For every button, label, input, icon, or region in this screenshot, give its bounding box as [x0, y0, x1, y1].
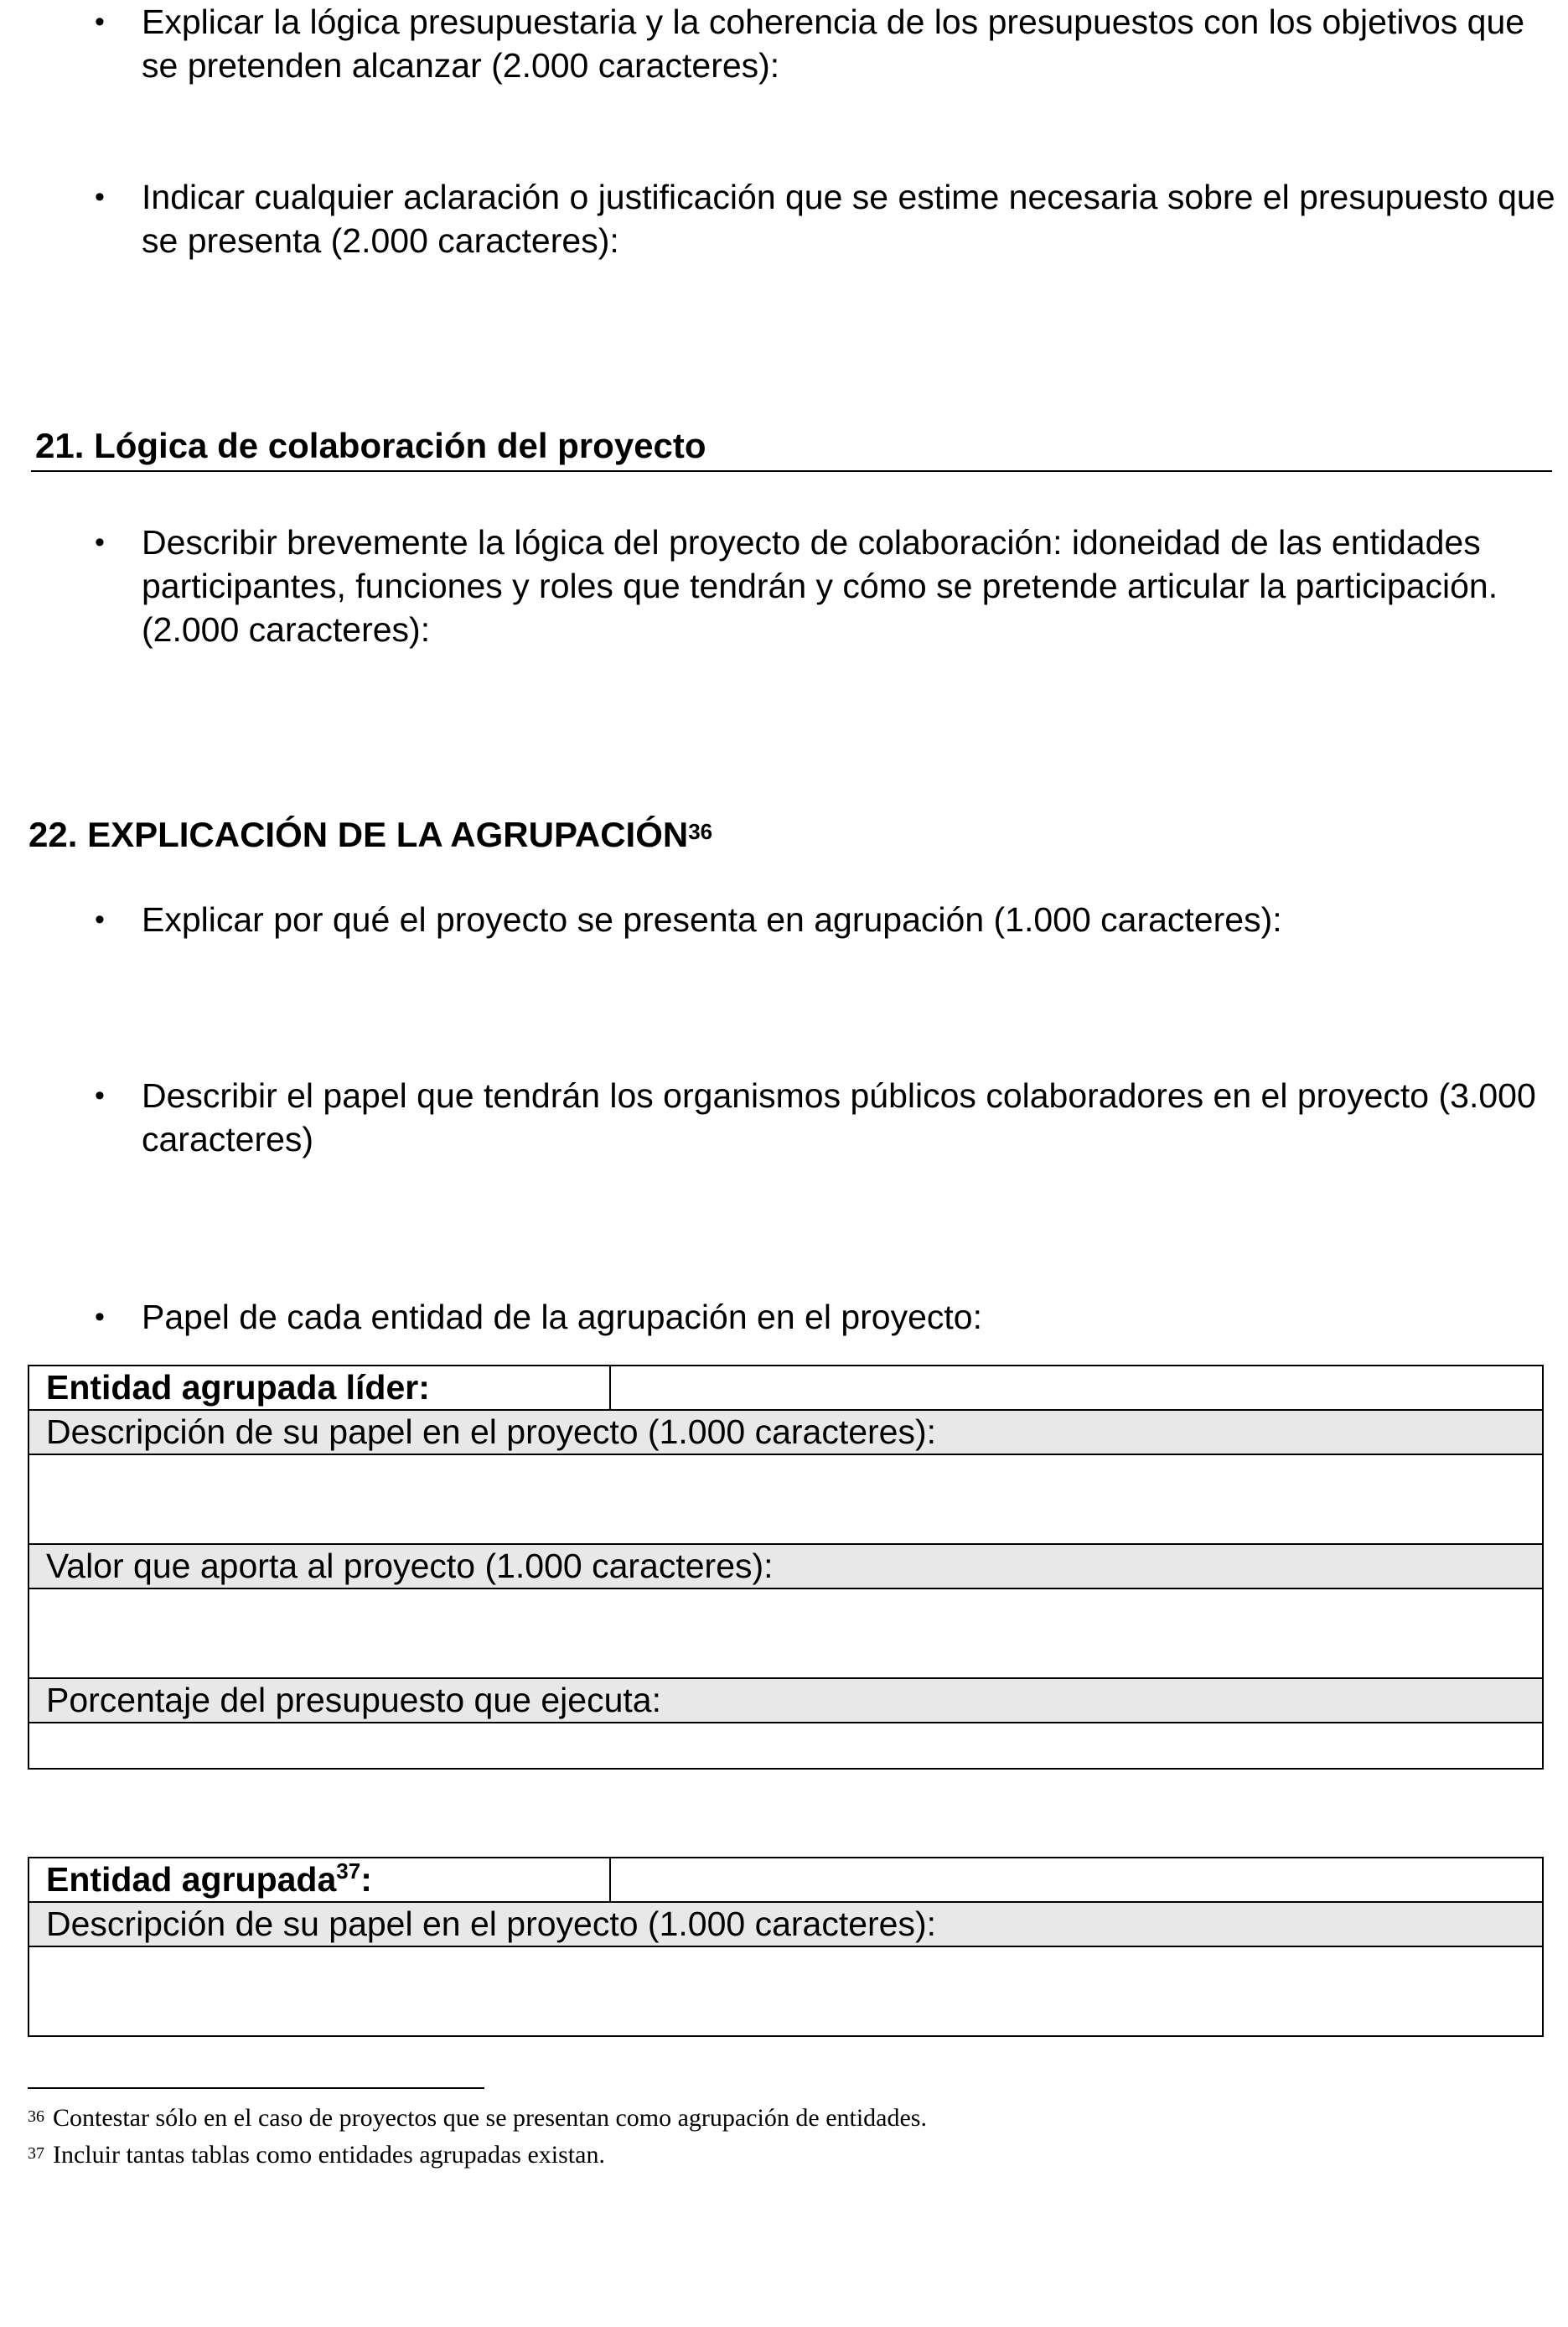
label-colon: : [360, 1860, 372, 1899]
section-number: 21. [35, 426, 85, 465]
bullet-icon: • [95, 526, 105, 558]
footnote-text: Contestar sólo en el caso de proyectos que se presentan como agrupación de entidades. [53, 2104, 927, 2132]
lead-entity-table [28, 1365, 1544, 1770]
bullet-collaboration-logic [95, 521, 1566, 651]
bullet-icon: • [95, 1080, 105, 1112]
section-title: Lógica de colaboración del proyecto [94, 426, 706, 465]
bullet-icon: • [95, 6, 105, 38]
lead-entity-field[interactable] [610, 1366, 1543, 1410]
role-description-label: Descripción de su papel en el proyecto (1.000 caracteres): [28, 1902, 1543, 1946]
section-22-heading [28, 813, 712, 857]
budget-percentage-field[interactable] [28, 1723, 1543, 1769]
footnote-text: Incluir tantas tablas como entidades agrupadas existan. [53, 2141, 605, 2169]
footnote-number: 37 [28, 2144, 44, 2163]
bullet-text: Describir brevemente la lógica del proyecto de colaboración: idoneidad de las entidades participantes, funciones y roles que tendrán y cómo se pretende articular la participación. (2.000 caracteres): [142, 523, 1498, 649]
role-description-field[interactable] [28, 1946, 1543, 2036]
footnote-36 [28, 2102, 927, 2135]
footnote-separator [28, 2087, 484, 2089]
bullet-text: Explicar por qué el proyecto se presenta en agrupación (1.000 caracteres): [142, 900, 1282, 939]
bullet-budget-clarification [95, 175, 1566, 262]
value-contribution-label: Valor que aporta al proyecto (1.000 caracteres): [28, 1544, 1543, 1588]
bullet-icon: • [95, 904, 105, 935]
role-description-field[interactable] [28, 1454, 1543, 1544]
bullet-budget-logic [95, 0, 1566, 87]
footnote-ref: 36 [688, 819, 713, 844]
grouped-entity-table [28, 1857, 1544, 2037]
section-21-rule [31, 470, 1552, 472]
footnote-ref: 37 [336, 1858, 361, 1884]
bullet-icon: • [95, 1301, 105, 1333]
bullet-text: Describir el papel que tendrán los organismos públicos colaboradores en el proyecto (3.000 caracteres) [142, 1076, 1536, 1158]
bullet-public-bodies-role [95, 1074, 1566, 1161]
budget-percentage-label: Porcentaje del presupuesto que ejecuta: [28, 1678, 1543, 1723]
section-number: 22. [28, 815, 78, 854]
section-21-heading [35, 424, 706, 468]
grouped-entity-label-text: Entidad agrupada [46, 1860, 337, 1899]
bullet-text: Explicar la lógica presupuestaria y la coherencia de los presupuestos con los objetivos que se pretenden alcanzar (2.000 caracteres): [142, 3, 1525, 85]
bullet-icon: • [95, 181, 105, 213]
footnote-37 [28, 2138, 605, 2172]
role-description-label: Descripción de su papel en el proyecto (1.000 caracteres): [28, 1410, 1543, 1454]
footnote-number: 36 [28, 2107, 44, 2126]
lead-entity-label: Entidad agrupada líder: [28, 1366, 610, 1410]
section-title: EXPLICACIÓN DE LA AGRUPACIÓN [87, 815, 689, 854]
bullet-text: Indicar cualquier aclaración o justificación que se estime necesaria sobre el presupuesto que se presenta (2.000 caracteres): [142, 178, 1555, 260]
bullet-why-grouping [95, 898, 1566, 941]
bullet-entity-role [95, 1295, 1566, 1339]
value-contribution-field[interactable] [28, 1588, 1543, 1678]
grouped-entity-label [28, 1858, 610, 1902]
bullet-text: Papel de cada entidad de la agrupación en el proyecto: [142, 1298, 982, 1336]
grouped-entity-field[interactable] [610, 1858, 1543, 1902]
